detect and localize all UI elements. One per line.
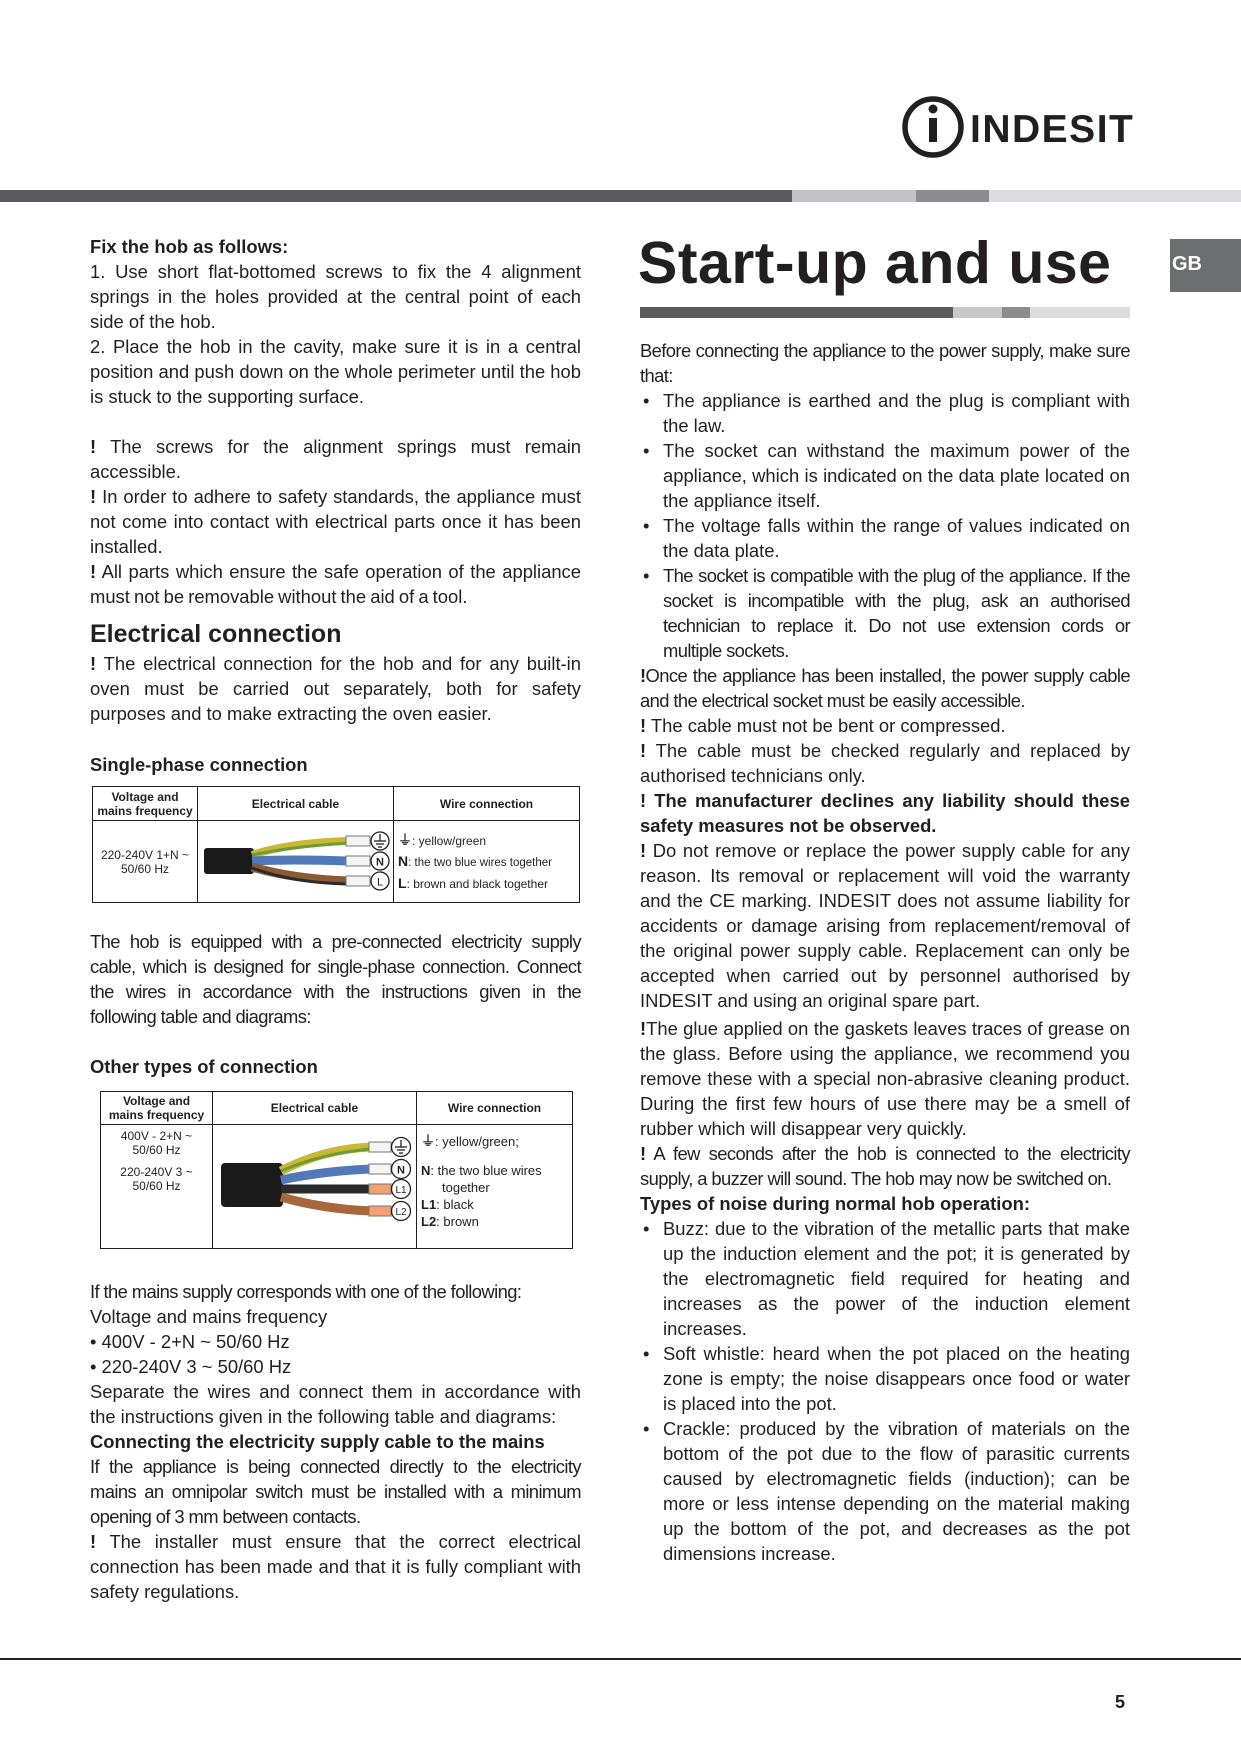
warning-separate-connection: ! The electrical connection for the hob and for any built-in oven must be carried out separately, both for safety purposes and to make extracting the oven easier. <box>90 653 581 724</box>
language-tab <box>1170 239 1241 292</box>
other-table-header-cable: Electrical cable <box>213 1092 417 1125</box>
other-n-row: N: the two blue wires together <box>421 1163 542 1195</box>
mains-intro: If the mains supply corresponds with one of the following: <box>90 1281 522 1302</box>
indesit-logo <box>898 92 1138 162</box>
other-table-voltages <box>101 1125 213 1249</box>
fix-heading: Fix the hob as follows: <box>90 236 289 257</box>
footer-rule <box>0 1658 1241 1660</box>
single-table-wires <box>394 821 580 903</box>
electrical-connection-heading: Electrical connection <box>90 620 342 648</box>
list-item: • The socket is compatible with the plug of the appliance. If the socket is incompatible with the plug, ask an authorised technician to replace it. Do not use extension cords or multiple sockets. <box>640 563 1130 663</box>
other-table-header-voltage: Voltage and mains frequency <box>101 1092 213 1125</box>
noise-heading: Types of noise during normal hob operation: <box>640 1193 1030 1214</box>
title-bar-mid <box>1002 307 1030 318</box>
single-table-header-voltage: Voltage and mains frequency <box>93 787 198 821</box>
single-table-voltage: 220-240V 1+N ~ 50/60 Hz <box>93 821 198 903</box>
warning-mark: ! <box>640 1143 646 1164</box>
warning-installer: ! The installer must ensure that the correct electrical connection has been made and that it is fully compliant with safety regulations. <box>90 1531 582 1602</box>
warning-mark: ! <box>640 665 646 686</box>
list-item: • The voltage falls within the range of values indicated on the data plate. <box>640 513 1130 563</box>
earth-icon: ⏚ <box>398 831 412 848</box>
supply-heading: Connecting the electricity supply cable to the mains <box>90 1431 545 1452</box>
single-cable-diagram <box>198 821 394 903</box>
warning-buzzer: ! A few seconds after the hob is connected to the electricity supply, a buzzer will sound. The hob may now be switched on. <box>640 1143 1130 1189</box>
mains-option-2: • 220-240V 3 ~ 50/60 Hz <box>90 1356 292 1377</box>
single-table-header-wire: Wire connection <box>394 787 580 821</box>
other-voltage-1: 400V - 2+N ~ 50/60 Hz <box>120 1129 193 1157</box>
list-item: • Soft whistle: heard when the pot placed on the heating zone is empty; the noise disappears once food or water is placed into the pot. <box>640 1341 1130 1416</box>
svg-text:L2: L2 <box>395 1207 407 1218</box>
other-earth-row: ⏚: yellow/green; <box>421 1133 519 1149</box>
earth-icon: ⏚ <box>421 1133 435 1149</box>
other-l2-row: L2: brown <box>421 1214 479 1229</box>
single-earth-row: ⏚: yellow/green <box>398 831 487 848</box>
page-title: Start-up and use <box>638 230 1112 296</box>
warning-mark: ! <box>640 1018 647 1039</box>
right-column <box>640 338 1130 1566</box>
header-bar-light <box>792 190 916 202</box>
warning-accessible: !Once the appliance has been installed, the power supply cable and the electrical socket must be easily accessible. <box>640 665 1130 711</box>
warning-mark: ! <box>90 436 97 457</box>
warning-mark: ! <box>90 653 97 674</box>
svg-text:L: L <box>376 876 384 889</box>
single-phase-table <box>92 786 580 903</box>
list-item: • Crackle: produced by the vibration of materials on the bottom of the pot due to the flow of parasitic currents caused by electromagnetic fields (induction); can be more or less intense depending on the material making up the bottom of the pot, and decreases as the pot dimensions increase. <box>640 1416 1130 1566</box>
svg-text:N: N <box>397 1164 405 1177</box>
mains-separate: Separate the wires and connect them in accordance with the instructions given in the following table and diagrams: <box>90 1381 581 1427</box>
mains-subheading: Voltage and mains frequency <box>90 1306 328 1327</box>
single-n-row: N: the two blue wires together <box>398 852 552 869</box>
list-item: • The appliance is earthed and the plug is compliant with the law. <box>640 388 1130 438</box>
single-l-row: L: brown and black together <box>398 874 548 891</box>
svg-text:INDESIT: INDESIT <box>970 108 1135 151</box>
warning-mark: ! <box>640 790 647 811</box>
warning-mark: ! <box>90 1531 97 1552</box>
list-item: • Buzz: due to the vibration of the metallic parts that make up the induction element and the pot; it is generated by the electromagnetic field required for heating and increases as the power of the induction element increases. <box>640 1216 1130 1341</box>
warning-mark: ! <box>640 740 647 761</box>
warning-checked: ! The cable must be checked regularly and replaced by authorised technicians only. <box>640 740 1130 786</box>
warning-mark: ! <box>640 840 647 861</box>
title-bar-light <box>953 307 1002 318</box>
single-table-header-cable: Electrical cable <box>198 787 394 821</box>
other-types-heading: Other types of connection <box>90 1056 318 1077</box>
warning-liability: ! The manufacturer declines any liability should these safety measures not be observed. <box>640 790 1130 836</box>
warning-tool: ! All parts which ensure the safe operation of the appliance must not be removable without the aid of a tool. <box>90 561 581 607</box>
warning-electrical-parts: ! In order to adhere to safety standards, the appliance must not come into contact with electrical parts once it has been installed. <box>90 486 581 557</box>
fix-step-1: 1. Use short flat-bottomed screws to fix the 4 alignment springs in the holes provided at the central point of each side of the hob. <box>90 261 581 332</box>
supply-text: If the appliance is being connected directly to the electricity mains an omnipolar switch must be installed with a minimum opening of 3 mm between contacts. <box>90 1456 581 1527</box>
warning-springs: ! The screws for the alignment springs must remain accessible. <box>90 436 582 482</box>
checks-list <box>640 388 1130 663</box>
header-bar-mid <box>916 190 989 202</box>
page-number: 5 <box>1115 1692 1126 1712</box>
other-types-table <box>100 1091 573 1249</box>
noise-list <box>640 1216 1130 1566</box>
left-column <box>90 234 581 1604</box>
warning-mark: ! <box>640 715 647 736</box>
warning-cable-replace: ! Do not remove or replace the power supply cable for any reason. Its removal or replacement will void the warranty and the CE marking. INDESIT does not assume liability for accidents or damage arising from replacement/removal of the original power supply cable. Replacement can only be accepted when carried out by personnel authorised by INDESIT and using an original spare part. <box>640 840 1130 1011</box>
intro-text: Before connecting the appliance to the power supply, make sure that: <box>640 340 1130 386</box>
svg-text:L1: L1 <box>395 1185 407 1196</box>
single-phase-heading: Single-phase connection <box>90 754 308 775</box>
warning-glue: !The glue applied on the gaskets leaves traces of grease on the glass. Before using the appliance, we recommend you remove these with a special non-abrasive cleaning product. During the first few hours of use there may be a smell of rubber which will disappear very quickly. <box>640 1018 1130 1139</box>
warning-bent: ! The cable must not be bent or compressed. <box>640 715 1006 736</box>
warning-mark: ! <box>90 486 97 507</box>
list-item: • The socket can withstand the maximum power of the appliance, which is indicated on the data plate located on the appliance itself. <box>640 438 1130 513</box>
header-bar-dark <box>0 190 792 202</box>
mains-option-1: • 400V - 2+N ~ 50/60 Hz <box>90 1331 290 1352</box>
fix-step-2: 2. Place the hob in the cavity, make sure it is in a central position and push down on the whole perimeter until the hob is stuck to the supporting surface. <box>90 336 581 407</box>
other-table-header-wire: Wire connection <box>417 1092 573 1125</box>
title-bar-light-end <box>1030 307 1130 318</box>
single-phase-description: The hob is equipped with a pre-connected electricity supply cable, which is designed for single-phase connection. Connect the wires in accordance with the instructions given in the following table and diagrams: <box>90 931 581 1027</box>
title-bar-dark <box>640 307 953 318</box>
other-l1-row: L1: black <box>421 1197 474 1212</box>
other-voltage-2: 220-240V 3 ~ 50/60 Hz <box>120 1165 193 1193</box>
header-bar-light-end <box>989 190 1241 202</box>
language-tab-label: GB <box>1172 253 1202 275</box>
other-cable-diagram <box>213 1125 417 1249</box>
svg-text:N: N <box>376 856 384 869</box>
other-table-wires <box>417 1125 573 1249</box>
warning-mark: ! <box>90 561 97 582</box>
